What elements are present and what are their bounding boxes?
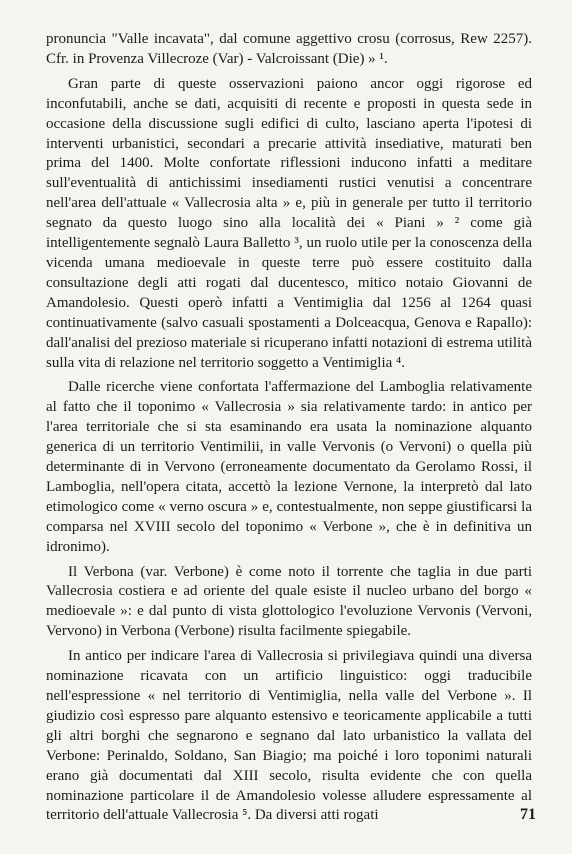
paragraph: Il Verbona (var. Verbone) è come noto il torrente che taglia in due parti Vallecrosia costiera e ad oriente del quale esiste il nucleo urbano del borgo « medioevale »: e dal punto di vista glottologico l'evoluzione Vervonis (Vervoni, Vervono) in Verbona (Verbone) risulta facilmente spiegabile. bbox=[46, 563, 532, 640]
paragraph: pronuncia "Valle incavata", dal comune aggettivo crosu (corrosus, Rew 2257). Cfr. in Provenza Villecroze (Var) - Valcroissant (Die) » ¹. bbox=[46, 31, 532, 67]
paragraph: Gran parte di queste osservazioni paiono ancor oggi rigorose ed inconfutabili, anche se dati, acquisiti di recente e proposti in questa sede in occasione della discussione sugli edifici di culto, lasciano aperta l'ipotesi di interventi urbanistici, secondari a precarie attività insediative, maturati ben prima del 1400. Molte confortate riflessioni inducono infatti a meditare sull'eventualità di antichissimi insediamenti rustici venutisi a concentrare nell'area dell'attuale « Vallecrosia alta » e, più in generale per tutto il territorio segnato da questo luogo sino alla località dei « Piani » ² come già intelligentemente segnalò Laura Balletto ³, un ruolo utile per la conoscenza della vicenda umana medioevale in queste terre può essere costituito dalla consultazione degli atti rogati dal ducentesco, mitico notaio Giovanni de Amandolesio. Questi operò infatti a Ventimiglia dal 1256 al 1264 quasi continuativamente (salvo casuali spostamenti a Dolceacqua, Genova e Rapallo): dall'analisi del prezioso materiale si ricuperano infatti notazioni di estrema utilità sulla vita di relazione nel territorio soggetto a Ventimiglia ⁴. bbox=[46, 75, 532, 371]
page-number: 71 bbox=[520, 806, 536, 823]
body-text bbox=[46, 30, 532, 831]
paragraph: Dalle ricerche viene confortata l'affermazione del Lamboglia relativamente al fatto che il toponimo « Vallecrosia » sia relativamente tardo: in antico per l'area territoriale che si sta esaminando era usata la nominazione alquanto generica di un territorio Ventimilii, in valle Vervonis (o Vervoni) o quella più determinante di in Vervono (erroneamente documentato da Gerolamo Rossi, il Lamboglia, nell'opera citata, accettò la lezione Vernone, la interpretò dal lato etimologico come « verno oscura » e, contestualmente, non seppe giustificarsi la comparsa nel XVIII secolo del toponimo « Verbone », che è in definitiva un idronimo). bbox=[46, 379, 532, 555]
paragraph: In antico per indicare l'area di Vallecrosia si privilegiava quindi una diversa nominazione ricavata con un artificio linguistico: oggi traducibile nell'espressione « nel territorio di Ventimiglia, nella valle del Verbone ». Il giudizio così espresso pare alquanto estensivo e teoricamente applicabile a tutti gli altri borghi che segnarono e segnano dal lato urbanistico la vallata del Verbone: Perinaldo, Soldano, San Biagio; ma poiché i loro toponimi naturali erano già documentati dal XIII secolo, risulta evidente che con quella nominazione particolare il de Amandolesio volesse alludere espressamente al territorio dell'attuale Vallecrosia ⁵. Da diversi atti rogati bbox=[46, 648, 532, 824]
